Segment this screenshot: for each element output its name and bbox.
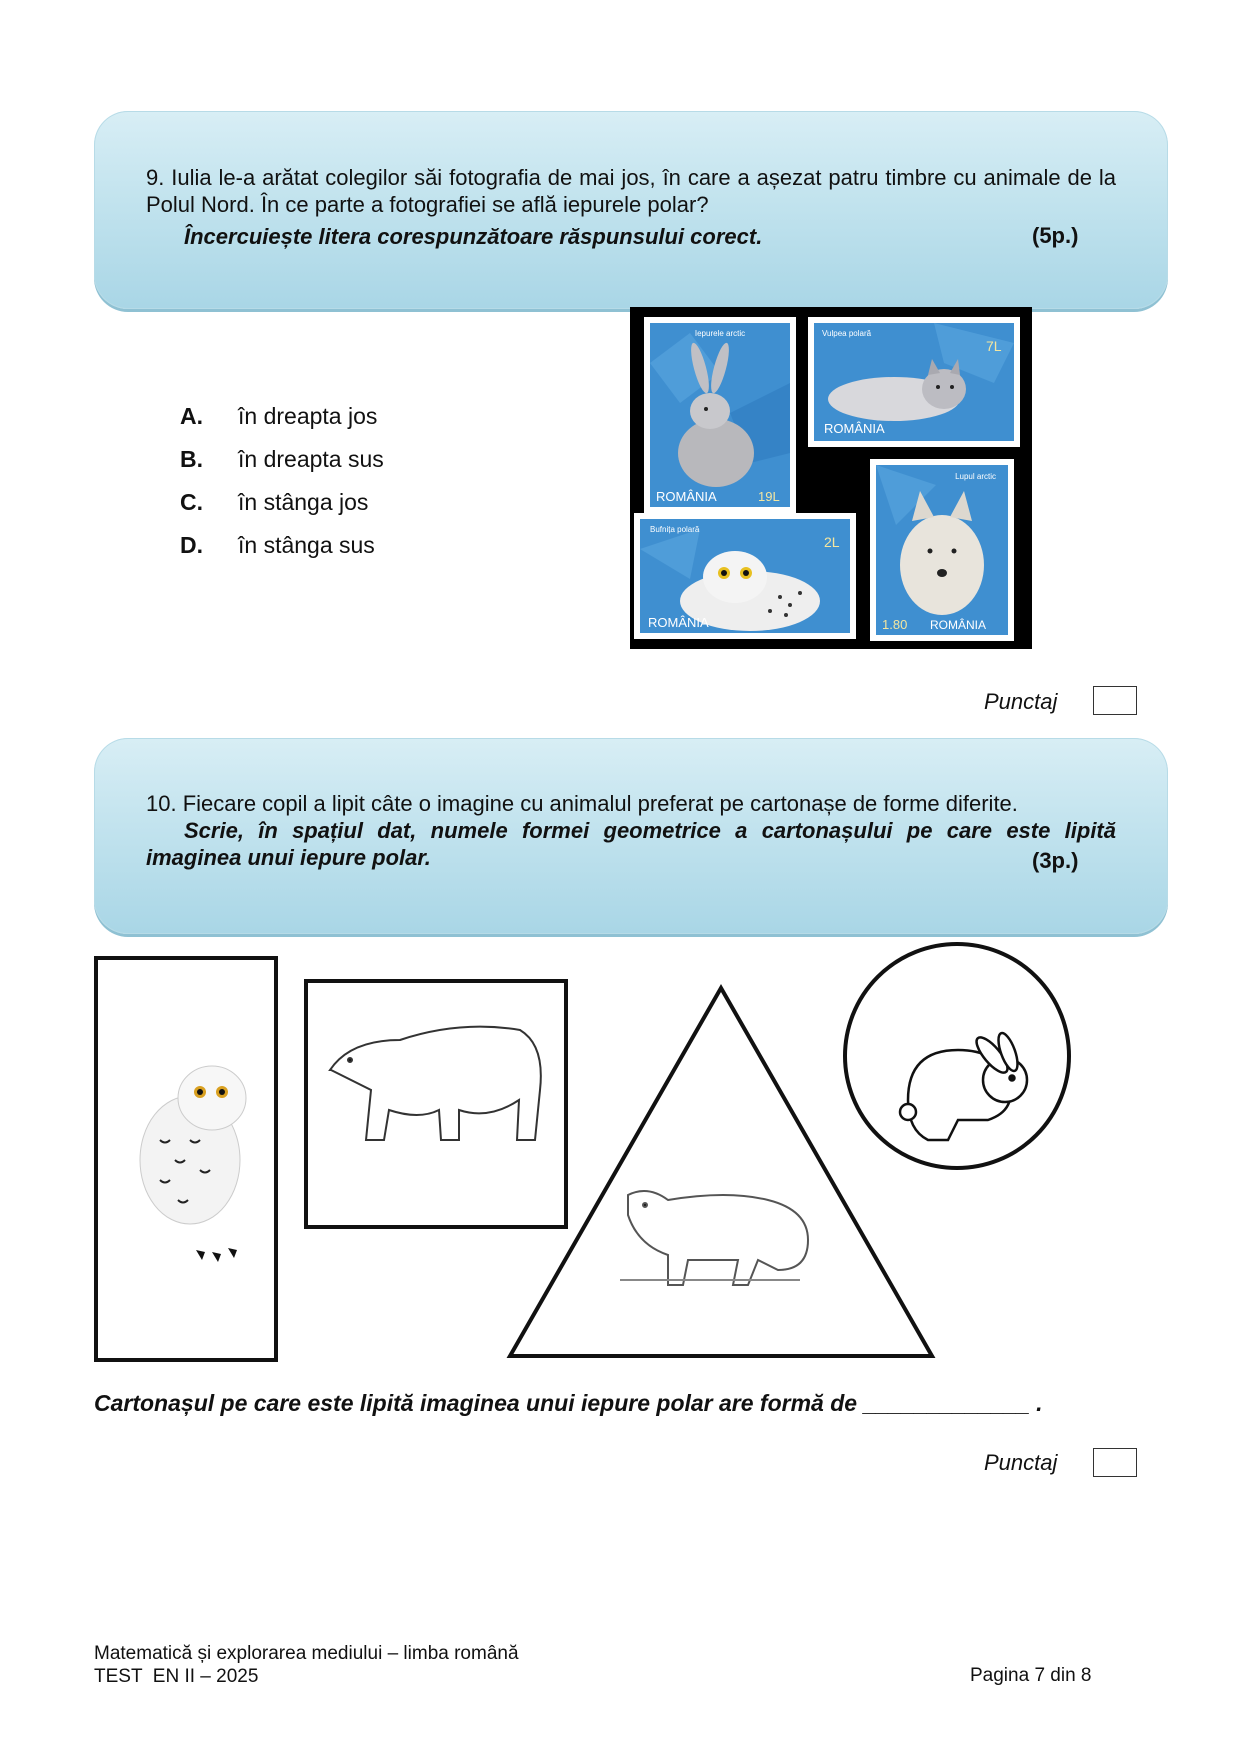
question-9-points: (5p.) <box>1032 223 1079 248</box>
footer <box>94 1642 519 1688</box>
option-d[interactable]: D. în stânga sus <box>180 532 375 558</box>
option-c[interactable]: C. în stânga jos <box>180 489 369 515</box>
punctaj-label-9: Punctaj <box>984 689 1058 714</box>
answer-sentence[interactable]: Cartonașul pe care este lipită imaginea unui iepure polar are formă de _____________ . <box>94 1390 1043 1416</box>
score-box-10[interactable] <box>1093 1448 1137 1477</box>
question-9-instruction: Încercuiește litera corespunzătoare răspunsului corect. <box>184 224 763 249</box>
option-b[interactable]: B. în dreapta sus <box>180 446 384 472</box>
page-number: Pagina 7 din 8 <box>970 1665 1092 1686</box>
stamp-fox-value: 7L <box>986 338 1002 354</box>
stamp-wolf-country: ROMÂNIA <box>930 618 987 632</box>
stamp-owl-country: ROMÂNIA <box>648 615 709 630</box>
stamp-fox-country: ROMÂNIA <box>824 421 885 436</box>
question-10-instruction: Scrie, în spațiul dat, numele formei geometrice a cartonașului pe care este lipită imaginea unui iepure polar. <box>146 818 1116 870</box>
stamp-hare-value: 19L <box>758 489 780 504</box>
stamp-owl-title: Bufnița polară <box>650 525 700 534</box>
stamp-hare-country: ROMÂNIA <box>656 489 717 504</box>
punctaj-label-10: Punctaj <box>984 1450 1058 1475</box>
footer-subject: Matematică și explorarea mediului – limba română <box>94 1643 519 1664</box>
footer-test: TEST EN II – 2025 <box>94 1666 259 1687</box>
stamp-wolf-value: 1.80 <box>882 617 908 632</box>
question-9-text: 9. Iulia le-a arătat colegilor săi fotografia de mai jos, în care a așezat patru timbre cu animale de la Polul Nord. În ce parte a fotografiei se află iepurele polar? <box>146 165 1116 217</box>
stamp-wolf-title: Lupul arctic <box>955 472 996 481</box>
stamp-hare-title: Iepurele arctic <box>694 329 746 338</box>
question-10-text: 10. Fiecare copil a lipit câte o imagine cu animalul preferat pe cartonașe de forme diferite. <box>146 791 1018 816</box>
stamp-fox-title: Vulpea polară <box>822 329 872 338</box>
stamp-owl-value: 2L <box>824 534 840 550</box>
question-10-points: (3p.) <box>1032 848 1079 873</box>
option-a[interactable]: A. în dreapta jos <box>180 403 378 429</box>
